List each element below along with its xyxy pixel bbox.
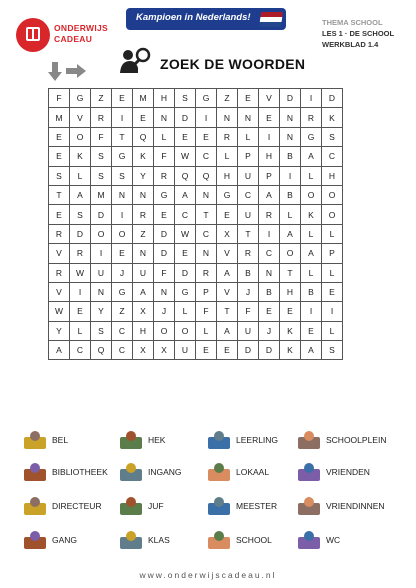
grid-cell[interactable]: A bbox=[280, 224, 301, 243]
grid-cell[interactable]: W bbox=[175, 224, 196, 243]
grid-cell[interactable]: G bbox=[196, 89, 217, 108]
grid-cell[interactable]: Z bbox=[217, 89, 238, 108]
grid-cell[interactable]: S bbox=[91, 166, 112, 185]
grid-cell[interactable]: O bbox=[70, 127, 91, 146]
grid-cell[interactable]: E bbox=[49, 127, 70, 146]
grid-cell[interactable]: T bbox=[238, 224, 259, 243]
grid-cell[interactable]: U bbox=[238, 321, 259, 340]
grid-cell[interactable]: E bbox=[175, 244, 196, 263]
grid-cell[interactable]: L bbox=[154, 127, 175, 146]
grid-cell[interactable]: R bbox=[301, 108, 322, 127]
grid-cell[interactable]: T bbox=[112, 127, 133, 146]
grid-cell[interactable]: A bbox=[259, 185, 280, 204]
grid-cell[interactable]: L bbox=[280, 205, 301, 224]
grid-cell[interactable]: D bbox=[175, 263, 196, 282]
grid-row bbox=[49, 127, 343, 146]
grid-cell[interactable]: Q bbox=[175, 166, 196, 185]
grid-cell[interactable]: T bbox=[49, 185, 70, 204]
grid-cell[interactable]: G bbox=[112, 282, 133, 301]
grid-row bbox=[49, 166, 343, 185]
grid-cell[interactable]: Z bbox=[112, 302, 133, 321]
grid-cell[interactable]: I bbox=[91, 244, 112, 263]
grid-cell[interactable]: A bbox=[49, 341, 70, 360]
grid-cell[interactable]: L bbox=[217, 147, 238, 166]
grid-cell[interactable]: S bbox=[91, 321, 112, 340]
word-item bbox=[22, 528, 118, 554]
grid-cell[interactable]: X bbox=[133, 302, 154, 321]
grid-cell[interactable]: V bbox=[49, 282, 70, 301]
grid-cell[interactable]: P bbox=[322, 244, 343, 263]
friends-icon bbox=[296, 461, 322, 483]
grid-cell[interactable]: Z bbox=[133, 224, 154, 243]
grid-cell[interactable]: O bbox=[322, 185, 343, 204]
grid-cell[interactable]: C bbox=[112, 341, 133, 360]
grid-cell[interactable]: O bbox=[280, 244, 301, 263]
grid-cell[interactable]: R bbox=[154, 166, 175, 185]
grid-cell[interactable]: E bbox=[154, 205, 175, 224]
word-item bbox=[22, 428, 118, 454]
grid-cell[interactable]: N bbox=[217, 108, 238, 127]
grid-cell[interactable]: N bbox=[91, 282, 112, 301]
grid-cell[interactable]: N bbox=[196, 244, 217, 263]
grid-row bbox=[49, 89, 343, 108]
grid-cell[interactable]: I bbox=[301, 302, 322, 321]
school-building-icon bbox=[206, 529, 232, 551]
grid-cell[interactable]: F bbox=[238, 302, 259, 321]
grid-cell[interactable]: R bbox=[49, 263, 70, 282]
grid-cell[interactable]: E bbox=[175, 127, 196, 146]
grid-cell[interactable]: N bbox=[112, 185, 133, 204]
grid-cell[interactable]: R bbox=[133, 205, 154, 224]
grid-row bbox=[49, 302, 343, 321]
grid-cell[interactable]: I bbox=[112, 205, 133, 224]
grid-cell[interactable]: R bbox=[238, 244, 259, 263]
word-label: JUF bbox=[148, 501, 164, 511]
grid-cell[interactable]: J bbox=[154, 302, 175, 321]
grid-cell[interactable]: B bbox=[238, 263, 259, 282]
grid-cell[interactable]: Y bbox=[91, 302, 112, 321]
grid-cell[interactable]: P bbox=[196, 282, 217, 301]
dutch-flag-icon bbox=[259, 12, 283, 27]
grid-cell[interactable]: H bbox=[154, 89, 175, 108]
grid-cell[interactable]: T bbox=[217, 302, 238, 321]
grid-row bbox=[49, 205, 343, 224]
grid-row bbox=[49, 244, 343, 263]
grid-cell[interactable]: C bbox=[259, 244, 280, 263]
teacher-icon bbox=[118, 495, 144, 517]
grid-cell[interactable]: W bbox=[70, 263, 91, 282]
grid-cell[interactable]: K bbox=[70, 147, 91, 166]
grid-row bbox=[49, 147, 343, 166]
grid-cell[interactable]: B bbox=[280, 147, 301, 166]
grid-cell[interactable]: N bbox=[154, 282, 175, 301]
grid-cell[interactable]: V bbox=[217, 282, 238, 301]
grid-cell[interactable]: O bbox=[322, 205, 343, 224]
grid-cell[interactable]: E bbox=[196, 127, 217, 146]
grid-cell[interactable]: D bbox=[70, 224, 91, 243]
grid-cell[interactable]: A bbox=[175, 185, 196, 204]
grid-cell[interactable]: G bbox=[154, 185, 175, 204]
male-teacher-icon bbox=[206, 495, 232, 517]
grid-cell[interactable]: A bbox=[301, 341, 322, 360]
word-label: INGANG bbox=[148, 467, 182, 477]
word-item bbox=[206, 494, 302, 520]
classroom-icon bbox=[206, 461, 232, 483]
grid-cell[interactable]: R bbox=[217, 127, 238, 146]
grid-row bbox=[49, 224, 343, 243]
grid-cell[interactable]: P bbox=[238, 147, 259, 166]
grid-cell[interactable]: E bbox=[259, 302, 280, 321]
word-item bbox=[118, 460, 214, 486]
grid-cell[interactable]: G bbox=[112, 147, 133, 166]
grid-cell[interactable]: S bbox=[70, 205, 91, 224]
grid-cell[interactable]: E bbox=[49, 147, 70, 166]
grid-cell[interactable]: E bbox=[196, 341, 217, 360]
grid-cell[interactable]: D bbox=[91, 205, 112, 224]
grid-cell[interactable]: L bbox=[301, 166, 322, 185]
grid-cell[interactable]: H bbox=[217, 166, 238, 185]
grid-cell[interactable]: O bbox=[112, 224, 133, 243]
grid-cell[interactable]: E bbox=[322, 282, 343, 301]
grid-cell[interactable]: X bbox=[154, 341, 175, 360]
word-label: GANG bbox=[52, 535, 78, 545]
grid-row bbox=[49, 263, 343, 282]
grid-row bbox=[49, 321, 343, 340]
grid-cell[interactable]: N bbox=[259, 263, 280, 282]
logo-line-2: CADEAU bbox=[54, 34, 93, 44]
grid-cell[interactable]: L bbox=[322, 321, 343, 340]
grid-cell[interactable]: A bbox=[217, 321, 238, 340]
brand-logo[interactable] bbox=[16, 18, 116, 52]
hallway-icon bbox=[22, 529, 48, 551]
word-item bbox=[118, 428, 214, 454]
grid-cell[interactable]: L bbox=[196, 321, 217, 340]
grid-cell[interactable]: I bbox=[259, 224, 280, 243]
toilet-icon bbox=[296, 529, 322, 551]
grid-cell[interactable]: F bbox=[91, 127, 112, 146]
word-label: VRIENDEN bbox=[326, 467, 370, 477]
arrow-down-right-icon bbox=[48, 62, 88, 82]
word-item bbox=[296, 428, 392, 454]
schoolyard-icon bbox=[296, 429, 322, 451]
word-label: BIBLIOTHEEK bbox=[52, 467, 108, 477]
word-item bbox=[296, 494, 392, 520]
grid-cell[interactable]: E bbox=[112, 89, 133, 108]
grid-cell[interactable]: I bbox=[112, 108, 133, 127]
banner-text: Kampioen in Nederlands! bbox=[136, 12, 251, 23]
class-icon bbox=[118, 529, 144, 551]
grid-cell[interactable]: Y bbox=[49, 321, 70, 340]
grid-cell[interactable]: P bbox=[259, 166, 280, 185]
fence-icon bbox=[118, 429, 144, 451]
meta-sheet: WERKBLAD 1.4 bbox=[322, 40, 379, 49]
grid-cell[interactable]: N bbox=[280, 127, 301, 146]
word-label: MEESTER bbox=[236, 501, 278, 511]
grid-cell[interactable]: L bbox=[70, 321, 91, 340]
grid-cell[interactable]: C bbox=[70, 341, 91, 360]
word-label: KLAS bbox=[148, 535, 170, 545]
grid-cell[interactable]: H bbox=[133, 321, 154, 340]
word-list bbox=[22, 428, 402, 548]
grid-cell[interactable]: W bbox=[175, 147, 196, 166]
grid-cell[interactable]: I bbox=[301, 89, 322, 108]
grid-cell[interactable]: S bbox=[91, 147, 112, 166]
grid-cell[interactable]: R bbox=[49, 224, 70, 243]
word-label: LEERLING bbox=[236, 435, 279, 445]
grid-cell[interactable]: E bbox=[259, 108, 280, 127]
grid-cell[interactable]: D bbox=[154, 224, 175, 243]
grid-cell[interactable]: C bbox=[112, 321, 133, 340]
grid-cell[interactable]: N bbox=[133, 185, 154, 204]
word-label: LOKAAL bbox=[236, 467, 270, 477]
grid-cell[interactable]: D bbox=[259, 341, 280, 360]
grid-cell[interactable]: F bbox=[154, 147, 175, 166]
word-label: DIRECTEUR bbox=[52, 501, 102, 511]
grid-cell[interactable]: B bbox=[301, 282, 322, 301]
grid-cell[interactable]: D bbox=[322, 89, 343, 108]
grid-cell[interactable]: A bbox=[70, 185, 91, 204]
grid-cell[interactable]: N bbox=[280, 108, 301, 127]
grid-cell[interactable]: Q bbox=[196, 166, 217, 185]
grid-cell[interactable]: C bbox=[196, 224, 217, 243]
grid-cell[interactable]: Z bbox=[91, 89, 112, 108]
grid-cell[interactable]: L bbox=[301, 263, 322, 282]
grid-cell[interactable]: X bbox=[217, 224, 238, 243]
word-label: VRIENDINNEN bbox=[326, 501, 385, 511]
grid-cell[interactable]: U bbox=[175, 341, 196, 360]
grid-cell[interactable]: C bbox=[175, 205, 196, 224]
meta-topic: THEMA SCHOOL bbox=[322, 18, 383, 27]
grid-cell[interactable]: S bbox=[322, 341, 343, 360]
grid-cell[interactable]: E bbox=[70, 302, 91, 321]
grid-cell[interactable]: N bbox=[196, 185, 217, 204]
grid-cell[interactable]: G bbox=[217, 185, 238, 204]
grid-cell[interactable]: R bbox=[91, 108, 112, 127]
grid-cell[interactable]: S bbox=[49, 166, 70, 185]
grid-cell[interactable]: B bbox=[259, 282, 280, 301]
grid-cell[interactable]: S bbox=[322, 127, 343, 146]
gift-badge-icon bbox=[16, 18, 50, 52]
grid-cell[interactable]: L bbox=[322, 263, 343, 282]
word-label: SCHOOLPLEIN bbox=[326, 435, 387, 445]
grid-cell[interactable]: M bbox=[91, 185, 112, 204]
word-item bbox=[206, 528, 302, 554]
grid-cell[interactable]: L bbox=[175, 302, 196, 321]
person-magnifier-icon bbox=[118, 46, 154, 74]
girlfriends-icon bbox=[296, 495, 322, 517]
grid-row bbox=[49, 108, 343, 127]
grid-cell[interactable]: L bbox=[238, 127, 259, 146]
word-label: SCHOOL bbox=[236, 535, 272, 545]
grid-cell[interactable]: K bbox=[280, 341, 301, 360]
grid-cell[interactable]: Q bbox=[133, 127, 154, 146]
grid-cell[interactable]: F bbox=[154, 263, 175, 282]
grid-cell[interactable]: G bbox=[301, 127, 322, 146]
grid-cell[interactable]: S bbox=[112, 166, 133, 185]
grid-cell[interactable]: L bbox=[301, 224, 322, 243]
entrance-icon bbox=[118, 461, 144, 483]
grid-cell[interactable]: Y bbox=[133, 166, 154, 185]
grid-cell[interactable]: E bbox=[49, 205, 70, 224]
grid-row bbox=[49, 341, 343, 360]
word-label: WC bbox=[326, 535, 341, 545]
director-icon bbox=[22, 495, 48, 517]
page-title: ZOEK DE WOORDEN bbox=[160, 56, 306, 72]
grid-cell[interactable]: L bbox=[70, 166, 91, 185]
word-label: HEK bbox=[148, 435, 166, 445]
grid-cell[interactable]: A bbox=[301, 244, 322, 263]
grid-cell[interactable]: J bbox=[259, 321, 280, 340]
word-item bbox=[206, 428, 302, 454]
grid-cell[interactable]: D bbox=[175, 108, 196, 127]
bookshelf-icon bbox=[22, 461, 48, 483]
grid-cell[interactable]: E bbox=[217, 205, 238, 224]
grid-row bbox=[49, 185, 343, 204]
grid-cell[interactable]: D bbox=[238, 341, 259, 360]
grid-cell[interactable]: V bbox=[217, 244, 238, 263]
grid-cell[interactable]: I bbox=[280, 166, 301, 185]
grid-cell[interactable]: T bbox=[196, 205, 217, 224]
grid-cell[interactable]: V bbox=[259, 89, 280, 108]
grid-cell[interactable]: M bbox=[49, 108, 70, 127]
grid-cell[interactable]: G bbox=[70, 89, 91, 108]
grid-cell[interactable]: H bbox=[322, 166, 343, 185]
grid-cell[interactable]: K bbox=[280, 321, 301, 340]
grid-cell[interactable]: G bbox=[175, 282, 196, 301]
grid-cell[interactable]: E bbox=[238, 89, 259, 108]
word-search-grid bbox=[48, 88, 343, 360]
grid-cell[interactable]: C bbox=[322, 147, 343, 166]
word-item bbox=[296, 460, 392, 486]
word-item bbox=[206, 460, 302, 486]
grid-cell[interactable]: O bbox=[154, 321, 175, 340]
grid-cell[interactable]: F bbox=[49, 89, 70, 108]
grid-cell[interactable]: A bbox=[301, 147, 322, 166]
word-label: BEL bbox=[52, 435, 69, 445]
grid-cell[interactable]: N bbox=[154, 108, 175, 127]
word-item bbox=[296, 528, 392, 554]
grid-cell[interactable]: E bbox=[280, 302, 301, 321]
student-icon bbox=[206, 429, 232, 451]
grid-cell[interactable]: O bbox=[91, 224, 112, 243]
grid-cell[interactable]: X bbox=[133, 341, 154, 360]
grid-cell[interactable]: I bbox=[196, 108, 217, 127]
grid-row bbox=[49, 282, 343, 301]
footer-url[interactable]: www.onderwijscadeau.nl bbox=[139, 570, 277, 580]
grid-cell[interactable]: A bbox=[133, 282, 154, 301]
grid-cell[interactable]: R bbox=[196, 263, 217, 282]
grid-cell[interactable]: E bbox=[217, 341, 238, 360]
grid-cell[interactable]: U bbox=[238, 205, 259, 224]
grid-cell[interactable]: I bbox=[259, 127, 280, 146]
grid-cell[interactable]: S bbox=[175, 89, 196, 108]
grid-cell[interactable]: N bbox=[238, 108, 259, 127]
grid-cell[interactable]: K bbox=[322, 108, 343, 127]
grid-cell[interactable]: I bbox=[70, 282, 91, 301]
grid-cell[interactable]: R bbox=[259, 205, 280, 224]
word-item bbox=[22, 460, 118, 486]
grid-cell[interactable]: O bbox=[301, 185, 322, 204]
word-item bbox=[118, 494, 214, 520]
grid-cell[interactable]: V bbox=[49, 244, 70, 263]
grid-cell[interactable]: K bbox=[301, 205, 322, 224]
grid-cell[interactable]: R bbox=[70, 244, 91, 263]
grid-cell[interactable]: L bbox=[322, 224, 343, 243]
grid-cell[interactable]: K bbox=[133, 147, 154, 166]
grid-cell[interactable]: N bbox=[133, 244, 154, 263]
grid-cell[interactable]: E bbox=[301, 321, 322, 340]
grid-cell[interactable]: T bbox=[280, 263, 301, 282]
grid-cell[interactable]: D bbox=[154, 244, 175, 263]
grid-cell[interactable]: H bbox=[259, 147, 280, 166]
grid-cell[interactable]: F bbox=[196, 302, 217, 321]
grid-cell[interactable]: E bbox=[133, 108, 154, 127]
word-item bbox=[22, 494, 118, 520]
worksheet-meta bbox=[322, 17, 394, 50]
word-item bbox=[118, 528, 214, 554]
meta-lesson: LES 1 · DE SCHOOL bbox=[322, 29, 395, 38]
grid-cell[interactable]: C bbox=[196, 147, 217, 166]
grid-cell[interactable]: W bbox=[49, 302, 70, 321]
grid-cell[interactable]: I bbox=[322, 302, 343, 321]
grid-cell[interactable]: E bbox=[112, 244, 133, 263]
logo-line-1: ONDERWIJS bbox=[54, 23, 109, 33]
grid-cell[interactable]: H bbox=[280, 282, 301, 301]
grid-cell[interactable]: M bbox=[133, 89, 154, 108]
grid-cell[interactable]: J bbox=[238, 282, 259, 301]
grid-cell[interactable]: U bbox=[91, 263, 112, 282]
grid-cell[interactable]: B bbox=[280, 185, 301, 204]
grid-cell[interactable]: V bbox=[70, 108, 91, 127]
grid-cell[interactable]: D bbox=[280, 89, 301, 108]
grid-cell[interactable]: O bbox=[175, 321, 196, 340]
grid-cell[interactable]: C bbox=[238, 185, 259, 204]
grid-cell[interactable]: Q bbox=[91, 341, 112, 360]
bell-icon bbox=[22, 429, 48, 451]
grid-cell[interactable]: J bbox=[112, 263, 133, 282]
grid-cell[interactable]: U bbox=[238, 166, 259, 185]
grid-cell[interactable]: U bbox=[133, 263, 154, 282]
grid-cell[interactable]: A bbox=[217, 263, 238, 282]
